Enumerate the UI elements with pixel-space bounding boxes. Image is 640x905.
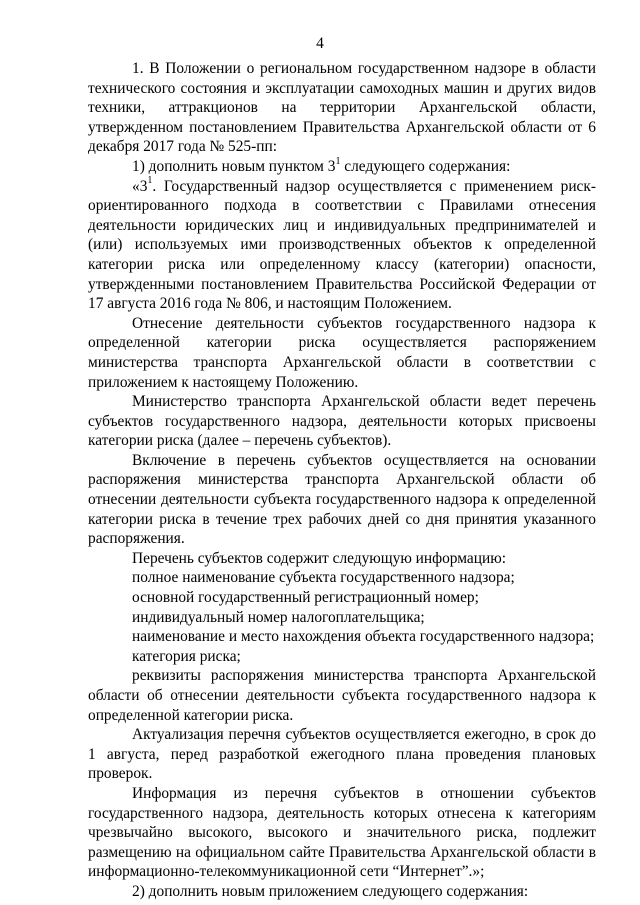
list-item-inn: индивидуальный номер налогоплательщика; [132, 608, 425, 626]
paragraph-register-contents: Перечень субъектов содержит следующую информацию: [132, 549, 506, 567]
clause-3-1-text: . Государственный надзор осуществляется с применением риск-ориентированного подхода в соответствии с Правилами отнесения деятельности юридических лиц и индивидуальных предпринимателей и (или) используемых ими производственных объектов к определенной категории риска или определенному классу (категории) опасности, утвержденными постановлением Правительства Российской Федерации от 17 августа 2016 года № 806, и настоящим Положением. [88, 177, 596, 313]
list-item-order-details: реквизиты распоряжения министерства транспорта Архангельской области об отнесении деятельности субъекта государственного надзора к определенной категории риска. [88, 667, 596, 724]
item-1-superscript: 1 [335, 155, 341, 167]
paragraph-item-1 [88, 157, 596, 177]
list-item-object-location: наименование и место нахождения объекта государственного надзора; [132, 628, 595, 646]
paragraph-publication: Информация из перечня субъектов в отношении субъектов государственного надзора, деятельность которых отнесена к категориям чрезвычайно высокого, высокого и значительного риска, подлежит размещению на официальном сайте Правительства Архангельской области в информационно-телекоммуникационной сети “Интернет”.»; [88, 784, 596, 881]
paragraph-risk-assignment: Отнесение деятельности субъектов государственного надзора к определенной категории риска осуществляется распоряжением министерства транспорта Архангельской области в соответствии с приложением к настоящему Положению. [88, 314, 596, 391]
paragraph-clause-3-1 [88, 177, 596, 314]
paragraph-inclusion: Включение в перечень субъектов осуществляется на основании распоряжения министерства транспорта Архангельской области об отнесении деятельности субъекта государственного надзора к определенной категории риска в течение трех рабочих дней со дня принятия указанного распоряжения. [88, 451, 596, 548]
paragraph-annual-update: Актуализация перечня субъектов осуществляется ежегодно, в срок до 1 августа, перед разработкой ежегодного плана проведения плановых проверок. [88, 726, 596, 783]
paragraph-item-2: 2) дополнить новым приложением следующего содержания: [132, 882, 529, 900]
page-number: 4 [316, 35, 324, 52]
list-item-full-name: полное наименование субъекта государственного надзора; [132, 569, 515, 587]
item-1-text: 1) дополнить новым пунктом 3 [132, 157, 336, 175]
paragraph-amendment-intro: 1. В Положении о региональном государственном надзоре в области технического состояния и эксплуатации самоходных машин и других видов техники, аттракционов на территории Архангельской области, утвержденном постановлением Правительства Архангельской области от 6 декабря 2017 года № 525-пп: [88, 60, 596, 156]
clause-3-1-number: «3 [132, 177, 148, 195]
item-1-text-end: следующего содержания: [340, 157, 511, 175]
list-item-ogrn: основной государственный регистрационный номер; [132, 589, 479, 607]
document-body [88, 59, 596, 902]
paragraph-register: Министерство транспорта Архангельской области ведет перечень субъектов государственного надзора, деятельности которых присвоены категории риска (далее – перечень субъектов). [88, 393, 596, 450]
clause-3-1-superscript: 1 [147, 175, 153, 187]
list-item-risk-category: категория риска; [132, 647, 241, 665]
